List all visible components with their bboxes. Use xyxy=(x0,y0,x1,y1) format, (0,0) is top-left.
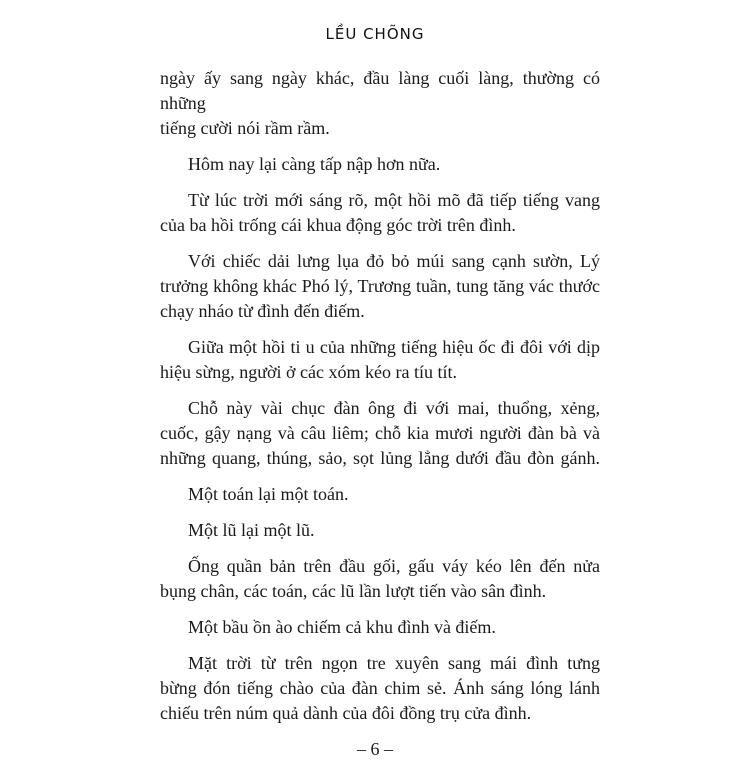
text-line: Từ lúc trời mới sáng rõ, một hồi mõ đã tiếp tiếng vang xyxy=(188,190,600,210)
paragraph xyxy=(160,188,600,238)
paragraph xyxy=(160,482,600,507)
text-line: Mặt trời từ trên ngọn tre xuyên sang mái đình tưng xyxy=(188,653,600,673)
text-line: hiệu sừng, người ở các xóm kéo ra tíu tít. xyxy=(160,362,457,382)
text-line: trưởng không khác Phó lý, Trương tuần, tung tăng vác thước xyxy=(160,276,600,296)
paragraph xyxy=(160,152,600,177)
text-line: Hôm nay lại càng tấp nập hơn nữa. xyxy=(188,154,441,174)
text-line: bụng chân, các toán, các lũ lần lượt tiến vào sân đình. xyxy=(160,581,547,601)
text-line: những quang, thúng, sảo, sọt lủng lẳng dưới đầu đòn gánh. xyxy=(160,448,600,468)
text-line: Một bầu ồn ào chiếm cả khu đình và điếm. xyxy=(188,617,496,637)
running-header: LỀU CHÕNG xyxy=(325,25,425,43)
paragraph xyxy=(160,554,600,604)
text-line: tiếng cười nói rầm rầm. xyxy=(160,118,330,138)
text-line: chiếu trên núm quả dành của đôi đồng trụ cửa đình. xyxy=(160,703,532,723)
paragraph xyxy=(160,651,600,726)
text-line: của ba hồi trống cái khua động góc trời trên đình. xyxy=(160,215,516,235)
paragraph xyxy=(160,615,600,640)
paragraph xyxy=(160,249,600,324)
text-line: ngày ấy sang ngày khác, đầu làng cuối làng, thường có những xyxy=(160,68,600,113)
text-line: Ống quần bản trên đầu gối, gấu váy kéo lên đến nửa xyxy=(188,556,600,576)
text-line: chạy nháo từ đình đến điếm. xyxy=(160,301,365,321)
text-line: Giữa một hồi ti u của những tiếng hiệu ốc đi đôi với dịp xyxy=(188,337,600,357)
page-number: – 6 – xyxy=(357,739,393,759)
text-line: Chỗ này vài chục đàn ông đi với mai, thuổng, xẻng, xyxy=(188,398,600,418)
text-line: Với chiếc dải lưng lụa đỏ bỏ múi sang cạnh sườn, Lý xyxy=(188,251,600,271)
paragraph xyxy=(160,518,600,543)
paragraph xyxy=(160,335,600,385)
body-text xyxy=(160,66,600,726)
text-line: cuốc, gậy nạng và câu liêm; chỗ kia mươi người đàn bà và xyxy=(160,423,600,443)
paragraph xyxy=(160,66,600,141)
text-line: bừng đón tiếng chào của đàn chim sẻ. Ánh sáng lóng lánh xyxy=(160,678,600,698)
text-line: Một toán lại một toán. xyxy=(188,484,349,504)
text-line: Một lũ lại một lũ. xyxy=(188,520,315,540)
paragraph xyxy=(160,396,600,471)
